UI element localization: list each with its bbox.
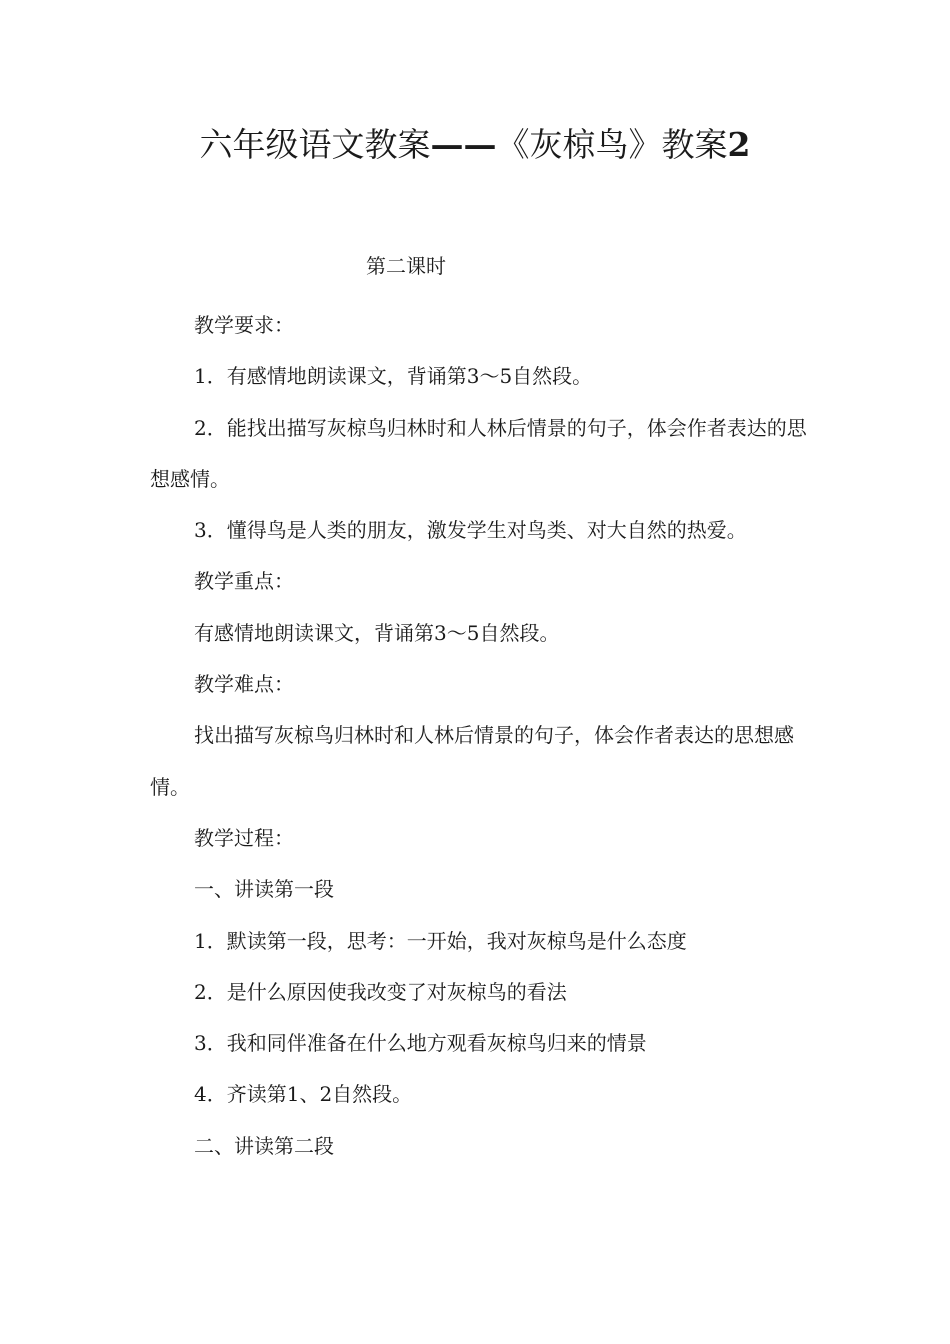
paragraph: 二、讲读第二段: [194, 1133, 334, 1158]
paragraph: 1．有感情地朗读课文，背诵第3～5自然段。: [194, 364, 593, 389]
paragraph: 教学过程：: [194, 825, 294, 850]
document-title: [0, 120, 950, 170]
paragraph: 有感情地朗读课文，背诵第3～5自然段。: [194, 620, 560, 645]
paragraph: 一、讲读第一段: [194, 877, 334, 902]
paragraph: 2．是什么原因使我改变了对灰椋鸟的看法: [194, 979, 567, 1004]
title-main: 六年级语文教案: [199, 125, 431, 164]
title-book: 《灰椋鸟》教案: [496, 125, 728, 164]
paragraph: 2．能找出描写灰椋鸟归林时和人林后情景的句子，体会作者表达的思想感情。: [150, 415, 807, 491]
paragraph: 3．我和同伴准备在什么地方观看灰椋鸟归来的情景: [194, 1031, 647, 1056]
title-dash: ——: [430, 125, 497, 164]
title-number: 2: [727, 125, 751, 164]
document-body: [150, 300, 810, 1172]
paragraph: 找出描写灰椋鸟归林时和人林后情景的句子，体会作者表达的思想感情。: [150, 723, 794, 799]
paragraph: 教学重点：: [194, 569, 294, 594]
paragraph: 4．齐读第1、2自然段。: [194, 1082, 413, 1107]
paragraph: 教学难点：: [194, 672, 294, 697]
paragraph: 1．默读第一段，思考：一开始，我对灰椋鸟是什么态度: [194, 928, 687, 953]
lesson-subtitle: 第二课时: [366, 254, 446, 278]
paragraph: 3．懂得鸟是人类的朋友，激发学生对鸟类、对大自然的热爱。: [194, 518, 747, 543]
paragraph: 教学要求：: [194, 313, 294, 337]
